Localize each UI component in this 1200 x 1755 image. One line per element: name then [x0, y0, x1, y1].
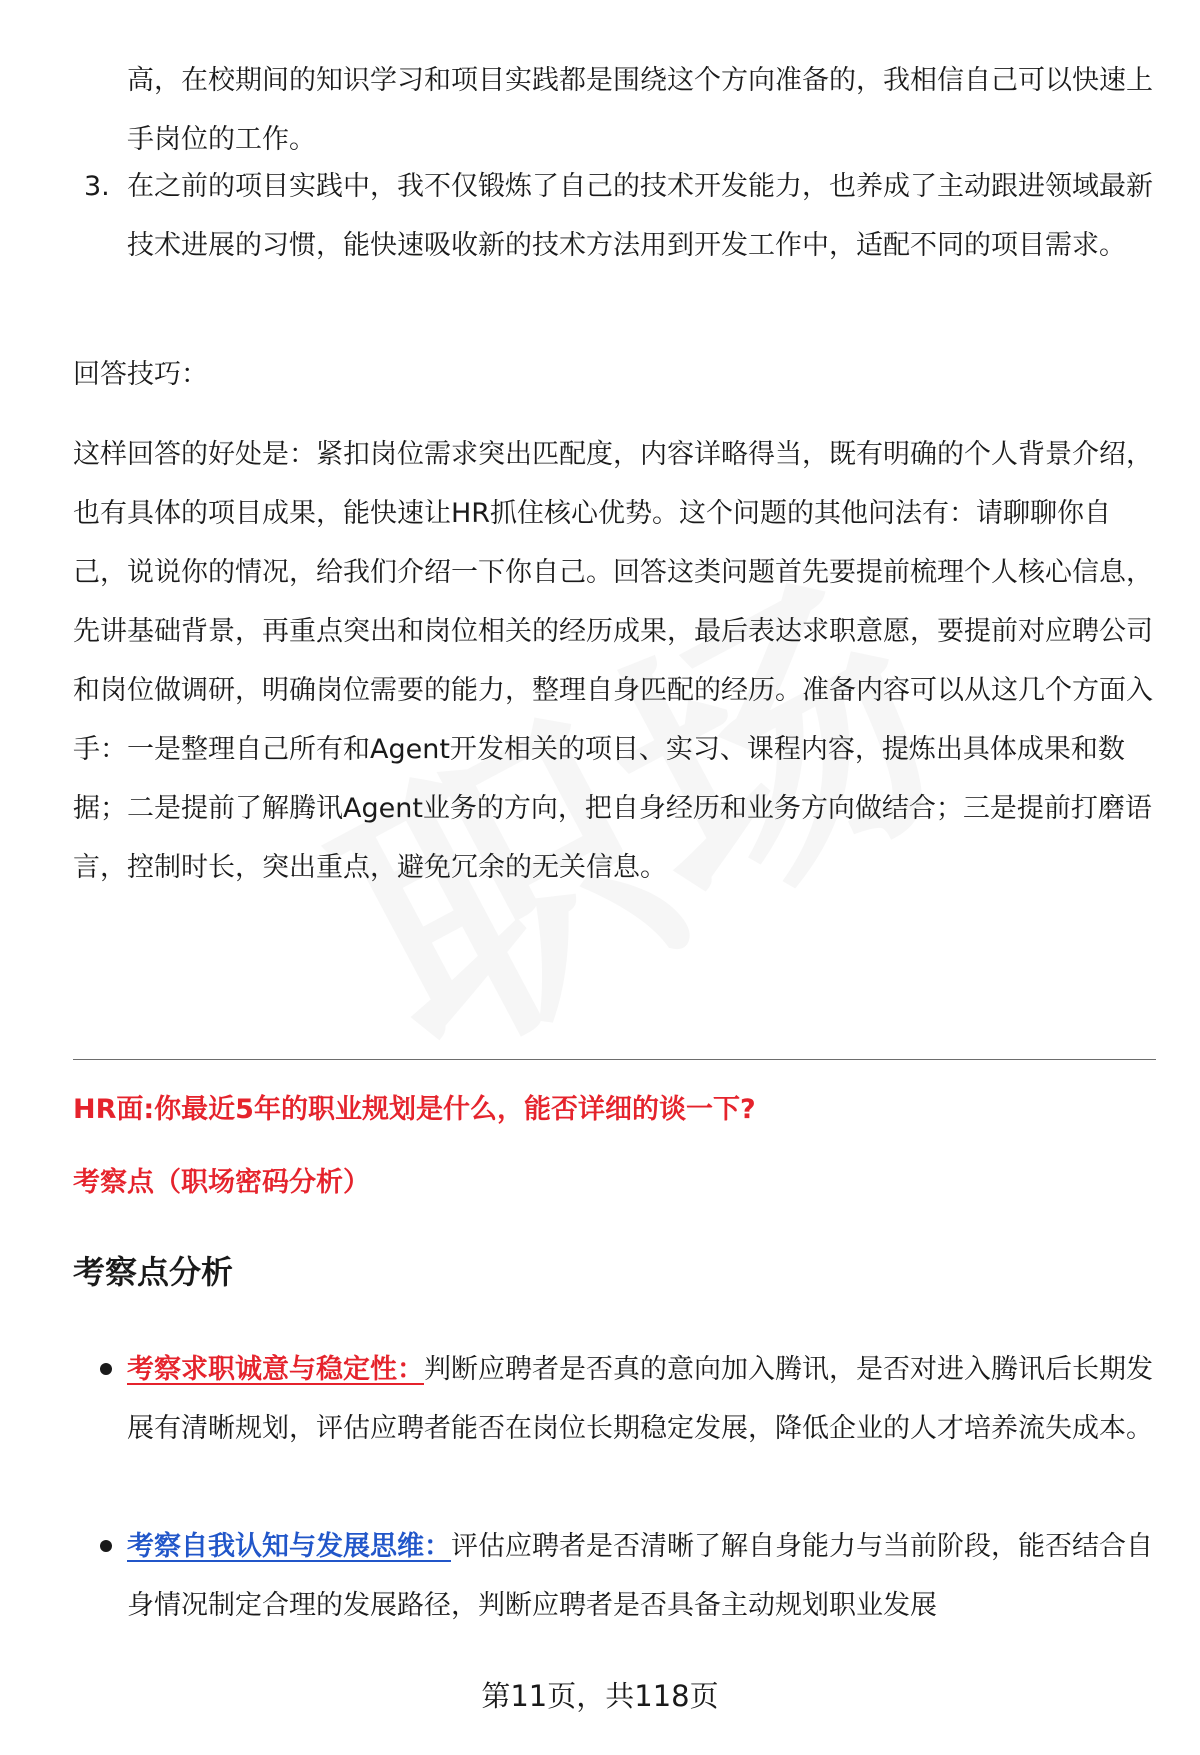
tips-body: 这样回答的好处是：紧扣岗位需求突出匹配度，内容详略得当，既有明确的个人背景介绍，也有具体的项目成果，能快速让HR抓住核心优势。这个问题的其他问法有：请聊聊你自己，说说你的情况，给我们介绍一下你自己。回答这类问题首先要提前梳理个人核心信息，先讲基础背景，再重点突出和岗位相关的经历成果，最后表达求职意愿，要提前对应聘公司和岗位做调研，明确岗位需要的能力，整理自身匹配的经历。准备内容可以从这几个方面入手：一是整理自己所有和Agent开发相关的项目、实习、课程内容，提炼出具体成果和数据；二是提前了解腾讯Agent业务的方向，把自身经历和业务方向做结合；三是提前打磨语言，控制时长，突出重点，避免冗余的无关信息。: [73, 439, 1153, 883]
section-heading: 考察点分析: [73, 1253, 234, 1291]
bullet-dot-icon: [100, 1363, 112, 1375]
bullet-keyword: 考察求职诚意与稳定性：: [127, 1354, 424, 1385]
list-item-text: 在之前的项目实践中，我不仅锻炼了自己的技术开发能力，也养成了主动跟进领域最新技术进展的习惯，能快速吸收新的技术方法用到开发工作中，适配不同的项目需求。: [127, 171, 1153, 261]
bullet-text: 评估应聘者是否清晰了解自身能力与当前阶段，能否结合自身情况制定合理的发展路径，判断应聘者是否具备主动规划职业发展: [127, 1531, 1153, 1621]
bullet-item: [127, 1340, 1153, 1458]
interview-question: HR面:你最近5年的职业规划是什么，能否详细的谈一下?: [73, 1094, 756, 1125]
section-divider: [73, 1059, 1156, 1060]
tips-label: 回答技巧：: [73, 359, 208, 390]
question-subtitle: 考察点（职场密码分析）: [73, 1167, 370, 1198]
bullet-keyword: 考察自我认知与发展思维：: [127, 1531, 451, 1562]
bullet-item: [127, 1517, 1153, 1635]
bullet-text: 判断应聘者是否真的意向加入腾讯，是否对进入腾讯后长期发展有清晰规划，评估应聘者能否在岗位长期稳定发展，降低企业的人才培养流失成本。: [127, 1354, 1153, 1444]
bullet-dot-icon: [100, 1540, 112, 1552]
list-item-number: 3.: [84, 171, 110, 202]
list-item-continuation: 高，在校期间的知识学习和项目实践都是围绕这个方向准备的，我相信自己可以快速上手岗位的工作。: [127, 65, 1153, 155]
page-footer: 第11页，共118页: [481, 1679, 719, 1713]
